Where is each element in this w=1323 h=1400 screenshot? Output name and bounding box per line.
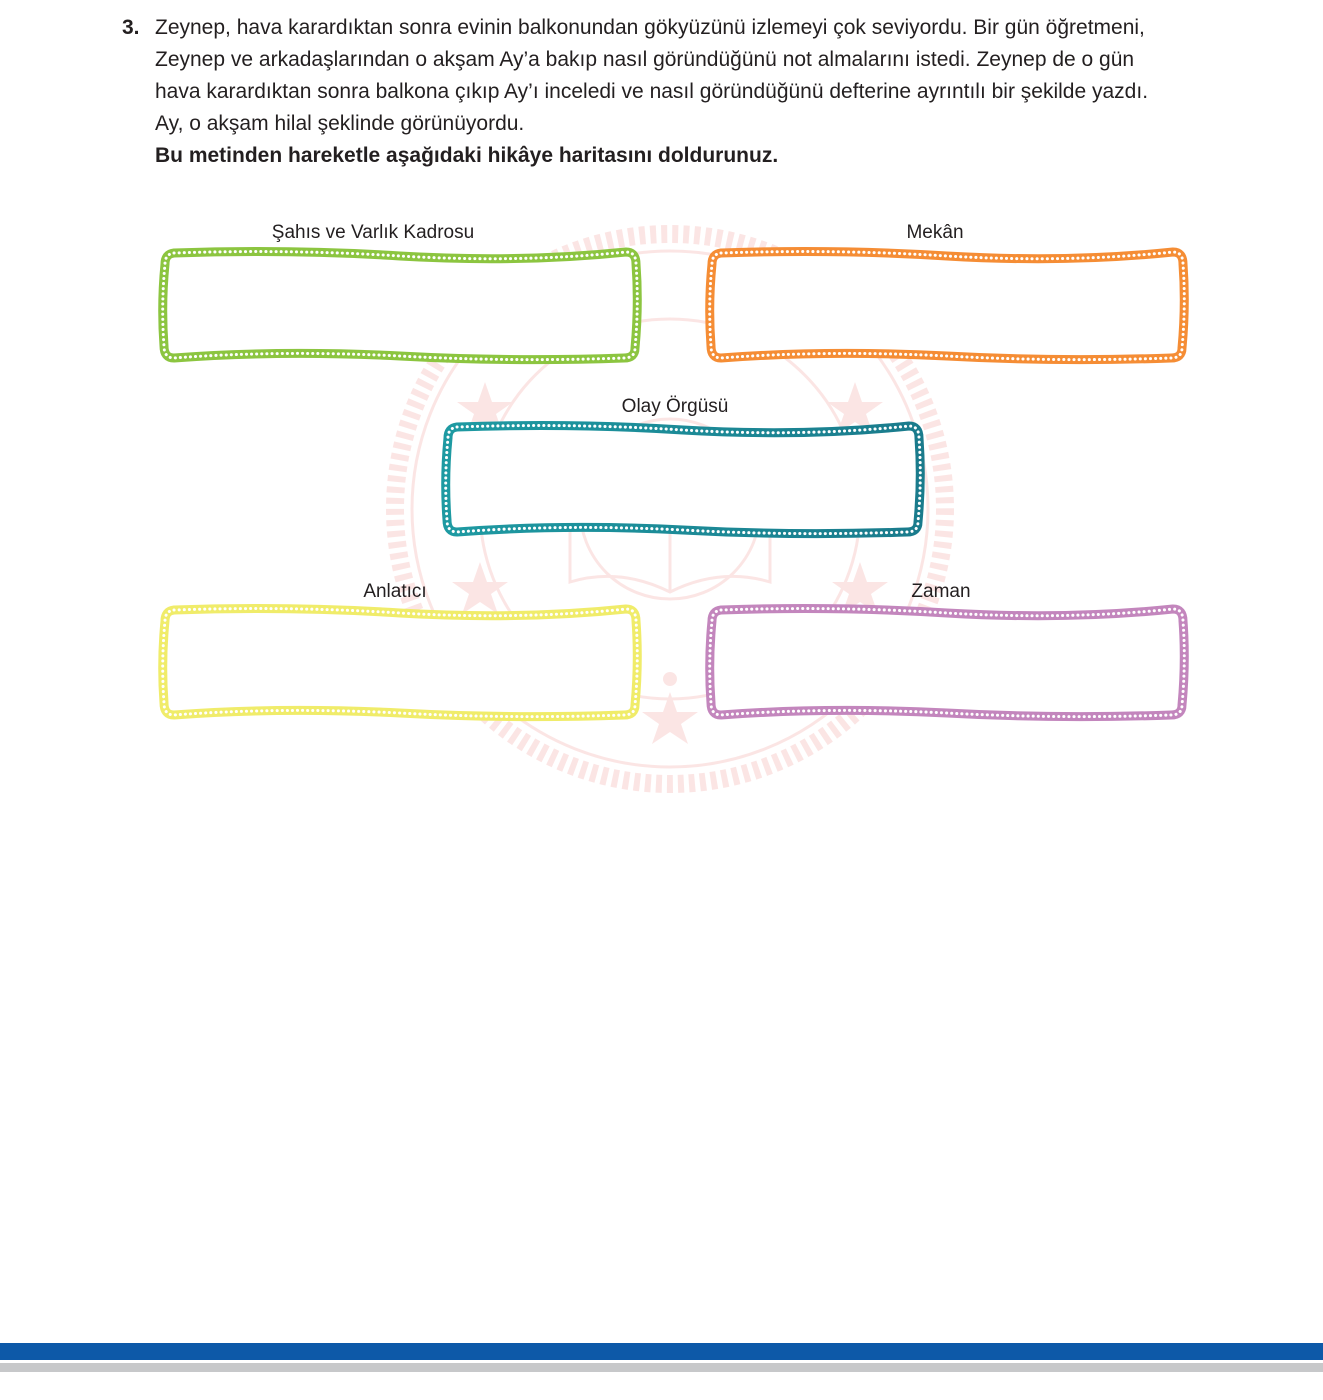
characters-frame xyxy=(160,248,640,363)
plot-label: Olay Örgüsü xyxy=(621,396,729,417)
narrator-box[interactable] xyxy=(160,605,640,720)
narrator-frame xyxy=(160,605,640,720)
question-line: Zeynep ve arkadaşlarından o akşam Ay’a bakıp nasıl göründüğünü not almalarını istedi. Zeynep de o gün xyxy=(155,48,1135,71)
characters-label: Şahıs ve Varlık Kadrosu xyxy=(271,222,475,243)
place-label: Mekân xyxy=(906,222,964,243)
question-number: 3. xyxy=(122,16,140,39)
question-line: Ay, o akşam hilal şeklinde görünüyordu. xyxy=(155,112,525,135)
plot-box[interactable] xyxy=(443,422,923,537)
place-frame xyxy=(707,248,1187,363)
question-text xyxy=(155,12,1242,172)
time-frame xyxy=(707,605,1187,720)
characters-box[interactable] xyxy=(160,248,640,363)
footer-bar-primary xyxy=(0,1343,1323,1360)
footer-bar-secondary xyxy=(0,1363,1323,1372)
narrator-label: Anlatıcı xyxy=(363,581,427,602)
question-block xyxy=(122,12,1242,172)
time-box[interactable] xyxy=(707,605,1187,720)
question-line: Zeynep, hava karardıktan sonra evinin balkonundan gökyüzünü izlemeyi çok seviyordu. Bir gün öğretmeni, xyxy=(155,16,1145,39)
plot-frame xyxy=(443,422,923,537)
place-box[interactable] xyxy=(707,248,1187,363)
question-instruction: Bu metinden hareketle aşağıdaki hikâye haritasını doldurunuz. xyxy=(155,144,779,167)
time-label: Zaman xyxy=(911,581,971,602)
question-line: hava karardıktan sonra balkona çıkıp Ay’ı inceledi ve nasıl göründüğünü defterine ayrıntılı bir şekilde yazdı. xyxy=(155,80,1149,103)
